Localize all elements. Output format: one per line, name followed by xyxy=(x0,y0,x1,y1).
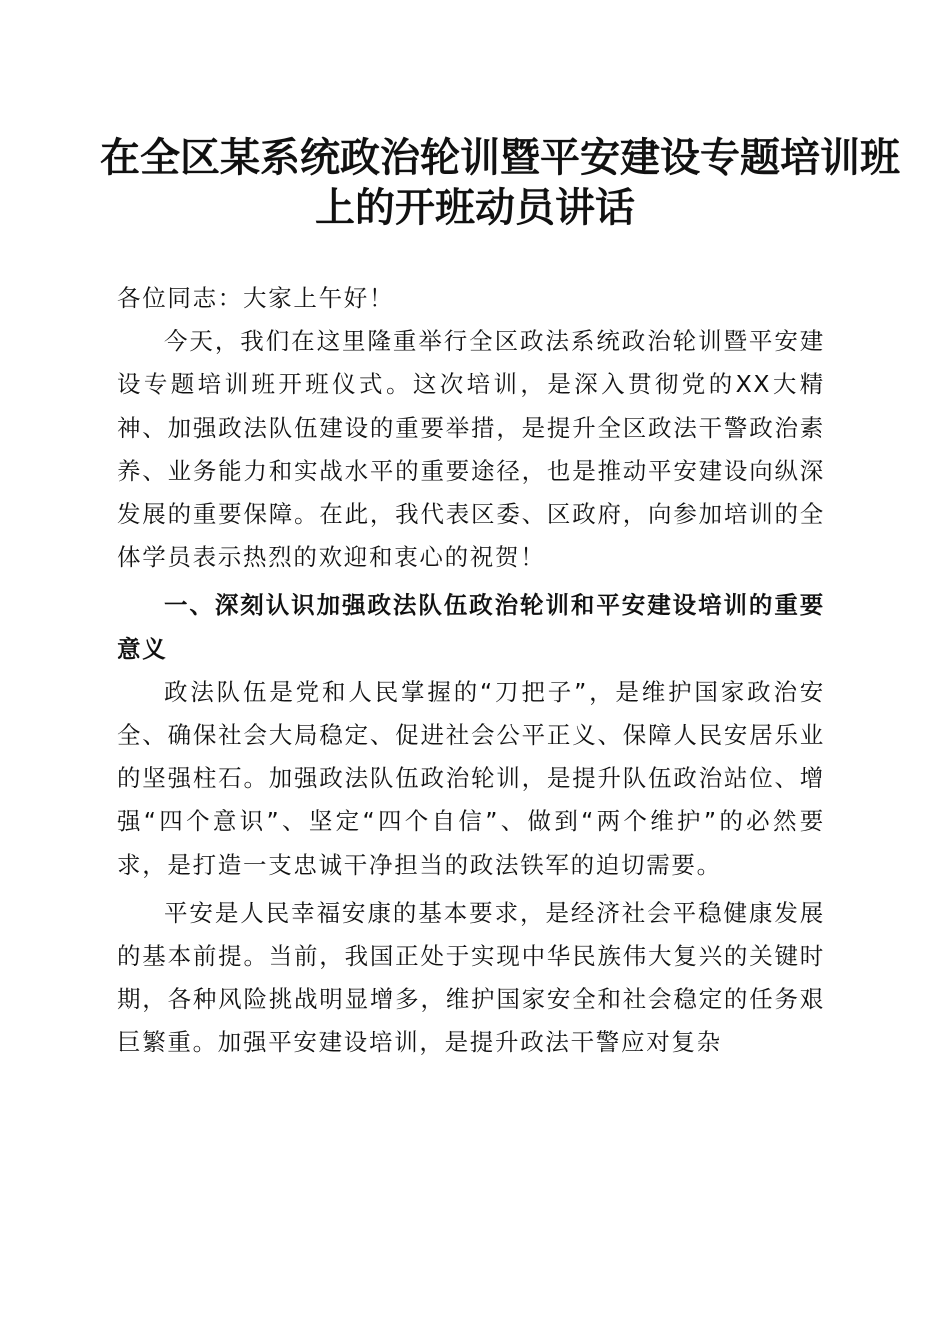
opening-paragraph: 今天，我们在这里隆重举行全区政法系统政治轮训暨平安建设专题培训班开班仪式。这次培训，是深入贯彻党的XX大精神、加强政法队伍建设的重要举措，是提升全区政法干警政治素养、业务能力和实战水平的重要途径，也是推动平安建设向纵深发展的重要保障。在此，我代表区委、区政府，向参加培训的全体学员表示热烈的欢迎和衷心的祝贺！ xyxy=(117,327,825,572)
body-paragraph: 平安是人民幸福安康的基本要求，是经济社会平稳健康发展的基本前提。当前，我国正处于实现中华民族伟大复兴的关键时期，各种风险挑战明显增多，维护国家安全和社会稳定的任务艰巨繁重。加强平安建设培训，是提升政法干警应对复杂 xyxy=(117,898,825,1057)
body-paragraph: 政法队伍是党和人民掌握的“刀把子”，是维护国家政治安全、确保社会大局稳定、促进社会公平正义、保障人民安居乐业的坚强柱石。加强政法队伍政治轮训，是提升队伍政治站位、增强“四个意识”、坚定“四个自信”、做到“两个维护”的必然要求，是打造一支忠诚干净担当的政法铁军的迫切需要。 xyxy=(117,677,825,879)
document-body xyxy=(117,277,825,1065)
salutation: 各位同志：大家上午好！ xyxy=(117,284,395,312)
title-line-2: 上的开班动员讲话 xyxy=(315,184,635,231)
title-line-1: 在全区某系统政治轮训暨平安建设专题培训班 xyxy=(100,134,900,181)
document-title xyxy=(100,133,900,233)
section-heading-1: 一、深刻认识加强政法队伍政治轮训和平安建设培训的重要意义 xyxy=(117,591,825,663)
